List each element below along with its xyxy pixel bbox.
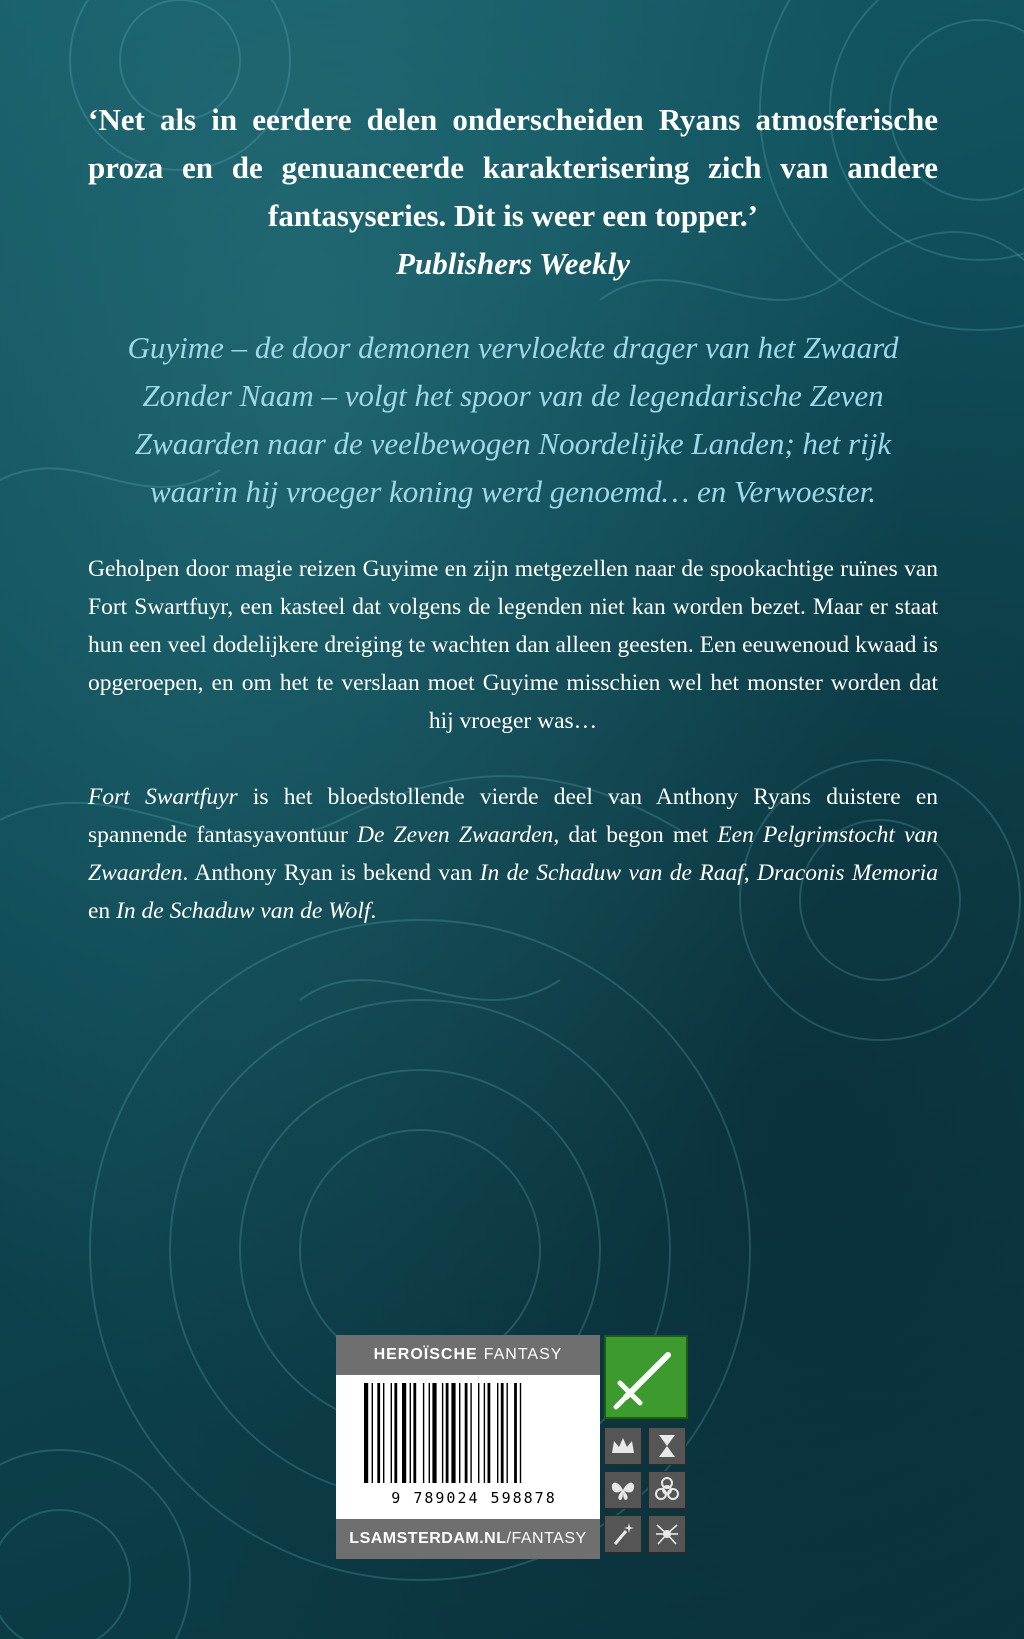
spider-icon (648, 1515, 686, 1553)
tagline: Guyime – de door demonen vervloekte drager van het Zwaard Zonder Naam – volgt het spoor van de legendarische Zeven Zwaarden naar de veelbewogen Noordelijke Landen; het rijk waarin hij vroeger koning werd genoemd… en Verwoester. (127, 330, 899, 509)
review-quote: ‘Net als in eerdere delen onderscheiden Ryans atmosferische proza en de genuanceerde karakterisering zich van andere fantasyseries. Dit is weer een topper.’ (88, 102, 938, 233)
publisher-url-bold: LSAMSTERDAM.NL (349, 1530, 507, 1547)
series-title-raaf: In de Schaduw van de Raaf (479, 860, 744, 886)
hourglass-icon (648, 1427, 686, 1465)
crown-icon (604, 1427, 642, 1465)
series-text-2: , dat begon met (553, 822, 718, 848)
sword-icon (604, 1335, 688, 1419)
series-text-4: , (743, 860, 758, 886)
barcode (336, 1375, 600, 1519)
review-source: Publishers Weekly (396, 246, 630, 281)
genre-icon-grid (604, 1335, 688, 1559)
back-cover-text (88, 96, 938, 930)
butterfly-icon (604, 1471, 642, 1509)
barcode-panel (336, 1335, 600, 1559)
series-text-3: . Anthony Ryan is bekend van (182, 860, 480, 886)
series-text-1: is het bloedstollende vierde deel van Anthony Ryans duistere en spannende fantasyavontuur (88, 784, 939, 848)
publisher-url (336, 1519, 600, 1559)
series-title-zeven-zwaarden: De Zeven Zwaarden (356, 822, 554, 848)
series-title-draconis: Draconis Memoria (757, 860, 939, 886)
synopsis: Geholpen door magie reizen Guyime en zijn metgezellen naar de spookachtige ruïnes van Fort Swartfuyr, een kasteel dat volgens de legenden niet kan worden bezet. Maar er staat hun een veel dodelijkere dreiging te wachten dan alleen geesten. Een eeuwenoud kwaad is opgeroepen, en om het te verslaan moet Guyime misschien wel het monster worden dat hij vroeger was… (88, 556, 938, 734)
isbn-number: 9 789024 598878 (391, 1489, 557, 1507)
series-text-5: en (88, 898, 117, 924)
biohazard-icon (648, 1471, 686, 1509)
book-title-fort-swartfuyr: Fort Swartfuyr (88, 784, 238, 810)
series-text-6: . (370, 898, 377, 924)
series-info (88, 778, 938, 930)
wand-icon (604, 1515, 642, 1553)
publisher-url-light: /FANTASY (506, 1530, 587, 1547)
genre-label (336, 1335, 600, 1375)
genre-label-bold: HEROÏSCHE (373, 1346, 478, 1363)
genre-label-light: FANTASY (483, 1346, 563, 1363)
book-title-pelgrimstocht: Een Pelgrimstocht van Zwaarden (88, 822, 938, 886)
barcode-bars (364, 1383, 572, 1487)
series-title-wolf: In de Schaduw van de Wolf (116, 898, 371, 924)
